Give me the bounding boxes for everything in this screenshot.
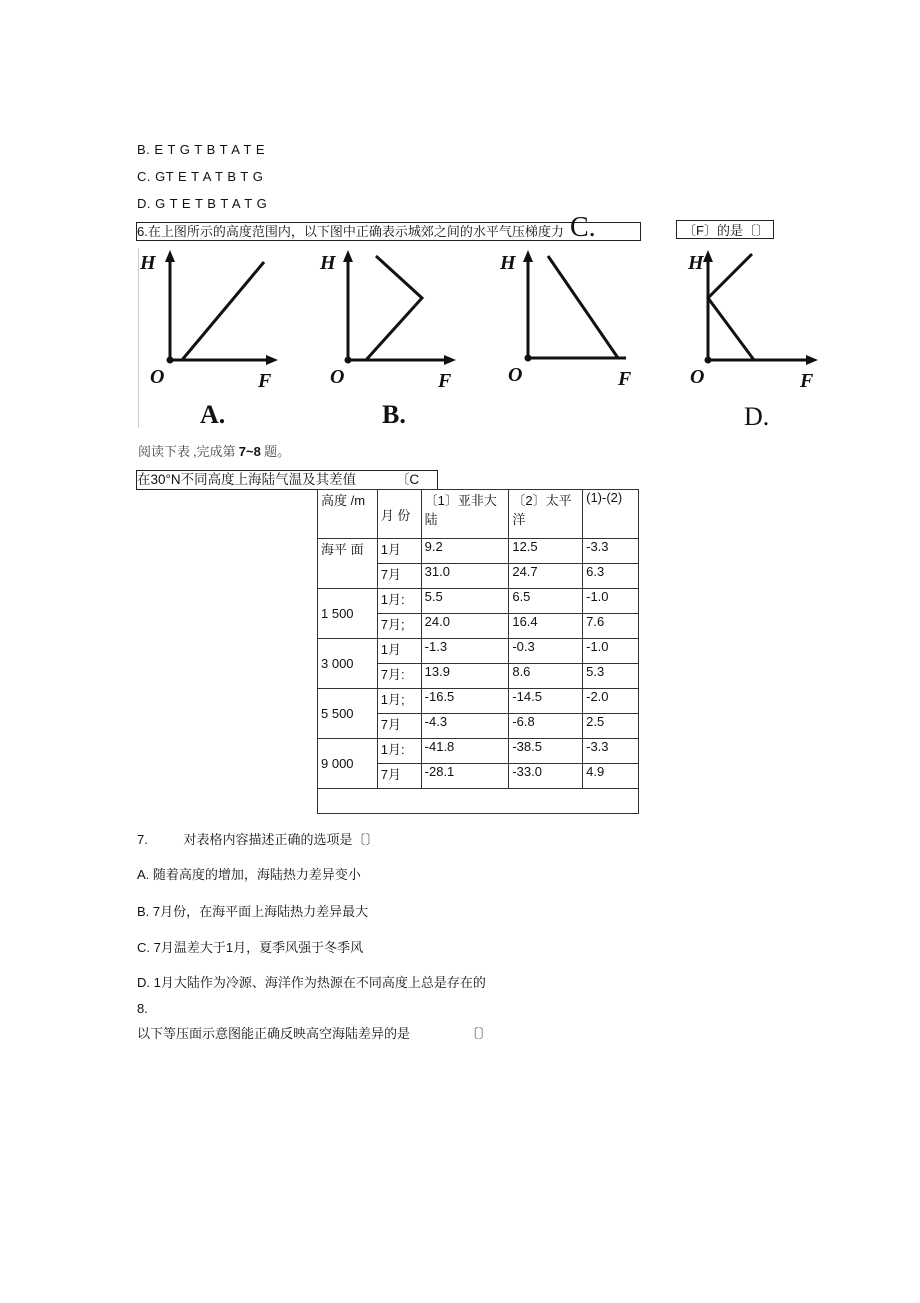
value-cell: 24.7 <box>509 564 583 589</box>
table-header-row <box>318 490 639 539</box>
month-cell: 1月 <box>377 539 421 564</box>
question-6-suffix: 〔F〕的是〔〕 <box>676 220 774 239</box>
graph-c <box>498 248 658 433</box>
value-cell: 16.4 <box>509 614 583 639</box>
question-6-text: 6.在上图所示的高度范围内，以下图中正确表示城郊之间的水平气压梯度力 <box>136 222 641 241</box>
diff-cell: 6.3 <box>583 564 639 589</box>
diff-cell: -2.0 <box>583 689 639 714</box>
value-cell: -14.5 <box>509 689 583 714</box>
graph-d <box>688 248 848 433</box>
table-empty-row <box>318 789 639 814</box>
value-cell: -38.5 <box>509 739 583 764</box>
value-cell: 13.9 <box>421 664 509 689</box>
question-8-stem: 以下等压面示意图能正确反映高空海陆差异的是 <box>137 1026 411 1041</box>
origin-label: O <box>150 366 165 388</box>
note-prefix: 阅读下表 ,完成第 <box>138 444 239 459</box>
diff-cell: -3.3 <box>583 539 639 564</box>
table-caption-text: 在30°N不同高度上海陆气温及其差值 <box>137 472 357 487</box>
month-cell: 1月: <box>377 739 421 764</box>
reading-note <box>138 441 290 460</box>
question-7 <box>137 829 378 848</box>
month-cell: 7月 <box>377 714 421 739</box>
stray-c-label: C. <box>570 212 596 243</box>
month-cell: 7月; <box>377 614 421 639</box>
value-cell: 8.6 <box>509 664 583 689</box>
option-c-prev: C. GT E T A T B T G <box>137 169 264 184</box>
diff-cell: 2.5 <box>583 714 639 739</box>
graph-label-a: A. <box>200 400 226 429</box>
note-range: 7~8 <box>238 444 261 459</box>
value-cell: 24.0 <box>421 614 509 639</box>
height-cell: 5 500 <box>318 689 378 739</box>
month-cell: 1月 <box>377 639 421 664</box>
axis-f-label: F <box>258 370 272 392</box>
table-row <box>318 639 639 664</box>
value-cell: -41.8 <box>421 739 509 764</box>
header-height: 高度 /m <box>318 490 378 539</box>
option-d-prev: D. G T E T B T A T G <box>137 196 268 211</box>
axis-h-label: H <box>320 252 336 274</box>
option-b-prev: B. E T G T B T A T E <box>137 142 266 157</box>
value-cell: 6.5 <box>509 589 583 614</box>
temperature-table <box>317 489 639 814</box>
height-cell: 9 000 <box>318 739 378 789</box>
axis-f-label: F <box>800 370 814 392</box>
value-cell: -4.3 <box>421 714 509 739</box>
height-cell: 海平 面 <box>318 539 378 589</box>
header-asia-africa: 〔1〕亚非大陆 <box>421 490 509 539</box>
table-row <box>318 539 639 564</box>
graph-a <box>138 248 298 433</box>
graph-label-b: B. <box>382 400 406 429</box>
table-caption-tail: 〔C <box>395 472 420 487</box>
axis-h-label: H <box>500 252 516 274</box>
graph-label-d: D. <box>744 402 770 431</box>
value-cell: -28.1 <box>421 764 509 789</box>
value-cell: 31.0 <box>421 564 509 589</box>
empty-cell <box>318 789 639 814</box>
question-7-option-a: A. 随着高度的增加，海陆热力差异变小 <box>137 867 361 882</box>
axis-f-label: F <box>438 370 452 392</box>
diff-cell: -1.0 <box>583 589 639 614</box>
axis-h-label: H <box>688 252 704 274</box>
table-row <box>318 739 639 764</box>
diff-cell: -3.3 <box>583 739 639 764</box>
header-difference: (1)-(2) <box>583 490 639 539</box>
question-7-stem: 对表格内容描述正确的选项是〔〕 <box>183 832 379 847</box>
value-cell: -6.8 <box>509 714 583 739</box>
diff-cell: -1.0 <box>583 639 639 664</box>
height-cell: 1 500 <box>318 589 378 639</box>
month-cell: 7月 <box>377 564 421 589</box>
question-7-option-c: C. 7月温差大于1月，夏季风强于冬季风 <box>137 940 364 955</box>
value-cell: -0.3 <box>509 639 583 664</box>
height-cell: 3 000 <box>318 639 378 689</box>
origin-label: O <box>508 364 523 386</box>
axis-h-label: H <box>140 252 156 274</box>
question-7-number: 7. <box>137 832 148 847</box>
question-7-option-d: D. 1月大陆作为冷源、海洋作为热源在不同高度上总是存在的 <box>137 975 486 990</box>
diff-cell: 7.6 <box>583 614 639 639</box>
month-cell: 1月: <box>377 589 421 614</box>
value-cell: -16.5 <box>421 689 509 714</box>
diff-cell: 5.3 <box>583 664 639 689</box>
graph-b <box>318 248 478 433</box>
question-7-option-b: B. 7月份，在海平面上海陆热力差异最大 <box>137 904 369 919</box>
value-cell: 5.5 <box>421 589 509 614</box>
question-8 <box>137 1023 492 1042</box>
month-cell: 1月; <box>377 689 421 714</box>
diff-cell: 4.9 <box>583 764 639 789</box>
note-suffix: 题。 <box>260 444 291 459</box>
value-cell: 12.5 <box>509 539 583 564</box>
table-caption <box>136 470 438 490</box>
month-cell: 7月 <box>377 764 421 789</box>
question-8-blank: 〔〕 <box>465 1026 492 1041</box>
table-row <box>318 589 639 614</box>
question-8-number: 8. <box>137 1001 148 1016</box>
origin-label: O <box>330 366 345 388</box>
origin-label: O <box>690 366 705 388</box>
axis-f-label: F <box>618 368 632 390</box>
header-pacific: 〔2〕太平洋 <box>509 490 583 539</box>
value-cell: 9.2 <box>421 539 509 564</box>
header-month: 月 份 <box>377 490 421 539</box>
value-cell: -1.3 <box>421 639 509 664</box>
month-cell: 7月: <box>377 664 421 689</box>
table-row <box>318 689 639 714</box>
value-cell: -33.0 <box>509 764 583 789</box>
